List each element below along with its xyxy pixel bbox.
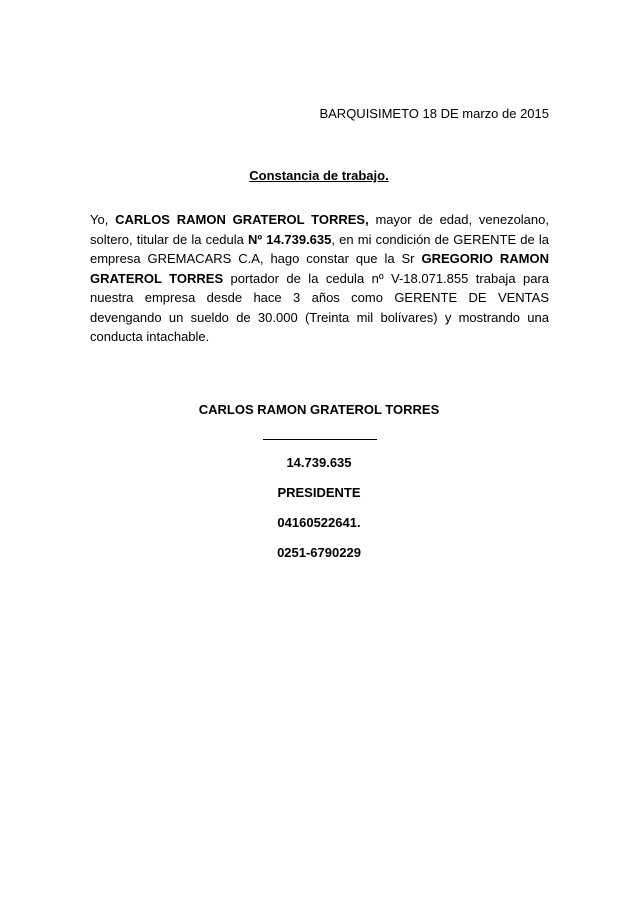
- body-bold-issuer-name: CARLOS RAMON GRATEROL TORRES,: [115, 212, 369, 227]
- body-text-2: mayor de edad, venezolano, soltero, titular de la cedula: [90, 212, 549, 247]
- signature-phone-mobile: 04160522641.: [277, 515, 361, 530]
- signature-phone-landline: 0251-6790229: [277, 545, 361, 560]
- body-paragraph: [90, 210, 549, 347]
- signature-id-number: 14.739.635: [286, 455, 352, 470]
- body-text-1: Yo,: [90, 212, 116, 227]
- body-bold-issuer-id: Nº 14.739.635: [248, 231, 332, 247]
- document-title: [0, 168, 638, 183]
- document-title-text: Constancia de trabajo.: [249, 168, 389, 183]
- signer-name: CARLOS RAMON GRATEROL TORRES: [198, 402, 440, 417]
- body-text-4: portador de la cedula nº V-18.071.855 trabaja para nuestra empresa desde hace 3 años como GERENTE DE VENTAS devengando un sueldo de 30.000 (Treinta mil bolívares) y mostrando una conducta intachable.: [90, 270, 550, 344]
- signature-line: [263, 425, 377, 440]
- signature-position: PRESIDENTE: [277, 485, 361, 500]
- date-line: BARQUISIMETO 18 DE marzo de 2015: [319, 106, 549, 121]
- signature-block: [0, 425, 638, 560]
- body-text-3: , en mi condición de GERENTE de la empresa GREMACARS C.A, hago constar que la Sr: [90, 231, 549, 266]
- body-bold-employee-name: GREGORIO RAMON GRATEROL TORRES: [90, 251, 549, 286]
